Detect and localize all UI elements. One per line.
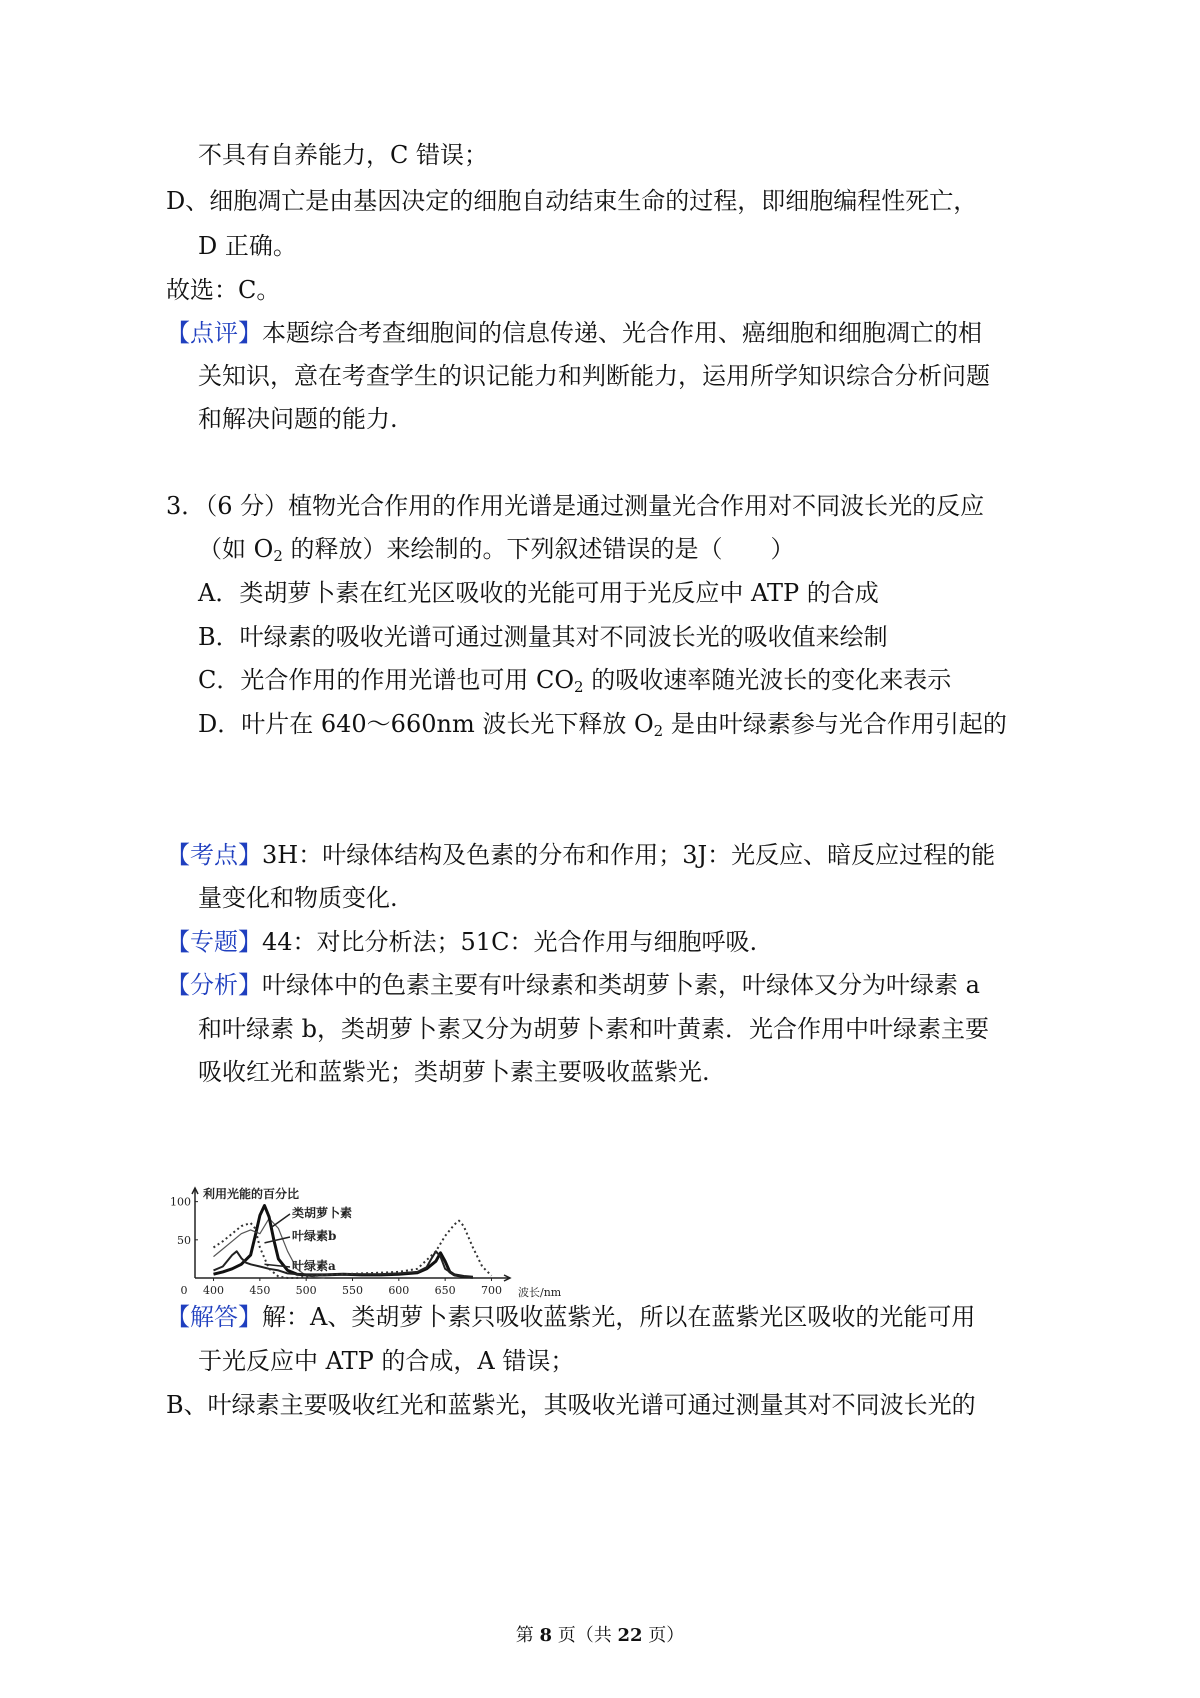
kaodian-line-1: 【考点】3H：叶绿体结构及色素的分布和作用；3J：光反应、暗反应过程的能 bbox=[166, 841, 996, 869]
jieda-tag: 【解答】 bbox=[166, 1303, 262, 1331]
fenxi-tag: 【分析】 bbox=[166, 971, 262, 999]
review-line-2: 关知识，意在考查学生的识记能力和判断能力，运用所学知识综合分析问题 bbox=[198, 362, 990, 390]
text-line-4: 故选：C。 bbox=[166, 276, 281, 304]
jieda-line-1: 【解答】解：A、类胡萝卜素只吸收蓝紫光，所以在蓝紫光区吸收的光能可用 bbox=[166, 1303, 976, 1331]
x-tick-label: 700 bbox=[480, 1284, 502, 1297]
x-tick-label: 400 bbox=[203, 1284, 225, 1297]
question-stem-line-2: （如 $O_2$ 的释放）来绘制的。下列叙述错误的是（ ） bbox=[198, 535, 795, 565]
fenxi-line-1: 【分析】叶绿体中的色素主要有叶绿素和类胡萝卜素，叶绿体又分为叶绿素 a bbox=[166, 971, 980, 999]
fenxi-line-3: 吸收红光和蓝紫光；类胡萝卜素主要吸收蓝紫光. bbox=[198, 1058, 710, 1086]
x-tick-label: 600 bbox=[388, 1284, 410, 1297]
option-c: C．光合作用的作用光谱也可用 $CO_2$ 的吸收速率随光波长的变化来表示 bbox=[198, 666, 952, 696]
review-tag: 【点评】 bbox=[166, 319, 262, 347]
page-total: 22 bbox=[617, 1625, 643, 1646]
jieda-line-3: B、叶绿素主要吸收红光和蓝紫光，其吸收光谱可通过测量其对不同波长光的 bbox=[166, 1391, 976, 1419]
review-line-3: 和解决问题的能力. bbox=[198, 405, 398, 433]
series-label: 叶绿素b bbox=[292, 1229, 337, 1243]
text-line-3: D 正确。 bbox=[198, 232, 297, 260]
series-leader-line bbox=[264, 1237, 290, 1243]
kaodian-tag: 【考点】 bbox=[166, 841, 262, 869]
y-tick-label: 50 bbox=[177, 1233, 191, 1247]
x-tick-label: 450 bbox=[249, 1284, 271, 1297]
origin-label: 0 bbox=[180, 1284, 188, 1297]
fenxi-line-2: 和叶绿素 b，类胡萝卜素又分为胡萝卜素和叶黄素．光合作用中叶绿素主要 bbox=[198, 1015, 989, 1043]
option-a: A．类胡萝卜素在红光区吸收的光能可用于光反应中 ATP 的合成 bbox=[198, 579, 879, 607]
y-axis-label: 利用光能的百分比 bbox=[203, 1187, 300, 1201]
series-leader-line bbox=[271, 1214, 290, 1228]
series-label: 叶绿素a bbox=[292, 1259, 336, 1273]
x-tick-label: 500 bbox=[295, 1284, 317, 1297]
x-tick-label: 550 bbox=[342, 1284, 363, 1297]
option-d: D．叶片在 640～660nm 波长光下释放 $O_2$ 是由叶绿素参与光合作用引起的 bbox=[198, 710, 1007, 740]
absorption-spectrum-chart bbox=[170, 1186, 562, 1300]
jieda-line-2: 于光反应中 ATP 的合成，A 错误； bbox=[198, 1347, 575, 1375]
text-line-2: D、细胞凋亡是由基因决定的细胞自动结束生命的过程，即细胞编程性死亡， bbox=[166, 187, 978, 215]
zhuanti-tag: 【专题】 bbox=[166, 928, 262, 956]
review-line-1: 【点评】本题综合考查细胞间的信息传递、光合作用、癌细胞和细胞凋亡的相 bbox=[166, 319, 982, 347]
page-number: 8 bbox=[539, 1625, 552, 1646]
kaodian-line-2: 量变化和物质变化. bbox=[198, 884, 398, 912]
x-axis-label: 波长/nm bbox=[518, 1286, 562, 1299]
series-label: 类胡萝卜素 bbox=[292, 1206, 353, 1220]
option-b: B．叶绿素的吸收光谱可通过测量其对不同波长光的吸收值来绘制 bbox=[198, 623, 888, 651]
page-footer: 第 8 页（共 22 页） bbox=[515, 1625, 685, 1646]
text-line-1: 不具有自养能力，C 错误； bbox=[198, 141, 488, 169]
x-tick-label: 650 bbox=[434, 1284, 456, 1297]
question-stem-line-1: 3．（6 分）植物光合作用的作用光谱是通过测量光合作用对不同波长光的反应 bbox=[166, 492, 985, 520]
zhuanti-line: 【专题】44：对比分析法；51C：光合作用与细胞呼吸. bbox=[166, 928, 758, 956]
y-tick-label: 100 bbox=[170, 1195, 191, 1209]
